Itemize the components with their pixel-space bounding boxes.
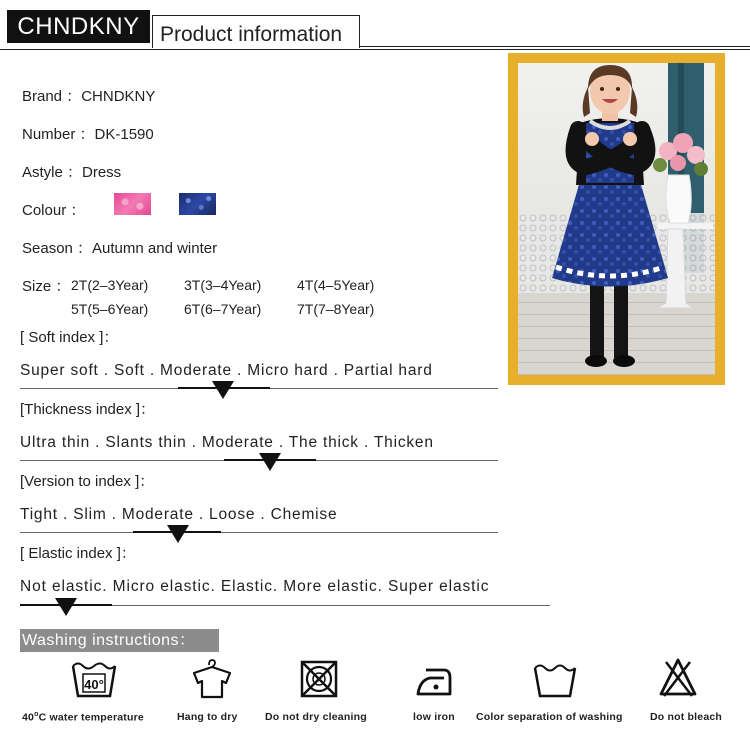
colour-swatch-blue (179, 193, 216, 215)
wash-40-label: 40$^o$C water temperature (22, 711, 144, 724)
soft-index-scale: Super soft . Soft . Moderate . Micro hard . Partial hard (20, 362, 433, 379)
thickness-index-marker-icon (259, 453, 281, 471)
wash-40-icon (70, 656, 118, 700)
size-item: 4T(4–5Year) (297, 277, 375, 293)
hang-dry-icon (190, 656, 234, 700)
size-item: 2T(2–3Year) (71, 277, 149, 293)
brand-field: Brand ：CHNDKNY (22, 88, 156, 105)
version-index-marker-icon (167, 525, 189, 543)
low-iron-icon (414, 656, 456, 700)
separate-wash-label: Color separation of washing (476, 711, 623, 723)
elastic-index-scale: Not elastic. Micro elastic. Elastic. More elastic. Super elastic (20, 578, 490, 595)
version-index-scale: Tight . Slim . Moderate . Loose . Chemise (20, 506, 338, 523)
section-title: Product information (152, 15, 360, 48)
season-field: Season ：Autumn and winter (22, 240, 218, 257)
no-bleach-icon (658, 656, 698, 700)
size-label: Size ： (22, 278, 71, 295)
no-dry-clean-icon (298, 656, 340, 700)
thickness-index-label: [Thickness index ]： (20, 401, 156, 418)
header-divider (360, 46, 750, 47)
hang-dry-label: Hang to dry (177, 711, 238, 723)
washing-instructions-title: Washing instructions： (20, 629, 219, 652)
size-item: 5T(5–6Year) (71, 301, 149, 317)
low-iron-label: low iron (413, 711, 455, 723)
size-item: 6T(6–7Year) (184, 301, 262, 317)
thickness-index-scale: Ultra thin . Slants thin . Moderate . The thick . Thicken (20, 434, 434, 451)
no-bleach-label: Do not bleach (650, 711, 723, 723)
version-index-line (20, 532, 498, 533)
soft-index-label: [ Soft index ]： (20, 329, 119, 346)
brand-logo: CHNDKNY (7, 10, 150, 43)
size-item: 7T(7–8Year) (297, 301, 375, 317)
style-field: Astyle ：Dress (22, 164, 122, 181)
no-dry-clean-label: Do not dry cleaning (265, 711, 367, 723)
size-item: 3T(3–4Year) (184, 277, 262, 293)
number-field: Number ：DK-1590 (22, 126, 154, 143)
svg-text:40°: 40° (84, 677, 104, 692)
colour-field: Colour ： (22, 202, 86, 219)
separate-wash-icon (532, 656, 578, 700)
header-divider-lower (0, 49, 750, 50)
elastic-index-label: [ Elastic index ]： (20, 545, 136, 562)
product-photo (518, 63, 715, 375)
elastic-index-marker-icon (55, 598, 77, 616)
version-index-label: [Version to index ]： (20, 473, 155, 490)
soft-index-marker-icon (212, 381, 234, 399)
colour-swatch-pink (114, 193, 151, 215)
